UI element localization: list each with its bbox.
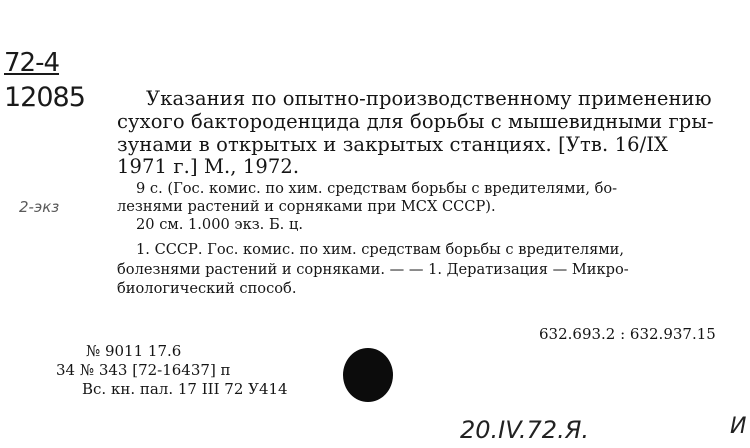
description-line: 9 с. (Гос. комис. по хим. средствам борьбы с вредителями, бо- bbox=[136, 180, 618, 197]
registry-line: 34 № 343 [72-16437] п bbox=[56, 361, 231, 379]
subject-line: биологический способ. bbox=[117, 280, 297, 297]
classification-code: 632.693.2 : 632.937.15 bbox=[539, 325, 716, 343]
edition-line: 20 см. 1.000 экз. Б. ц. bbox=[136, 216, 303, 233]
card-number: № 9011 17.6 bbox=[86, 342, 182, 360]
title-line: Указания по опытно-производственному применению bbox=[146, 87, 712, 110]
handwritten-date: 20.IV.72.Я. bbox=[460, 416, 590, 444]
subject-line: болезнями растений и сорняками. — — 1. Дератизация — Микро- bbox=[117, 261, 629, 278]
corner-mark: И bbox=[730, 414, 747, 439]
title-line: зунами в открытых и закрытых станциях. [Утв. 16/IX bbox=[117, 133, 669, 156]
description-line: лезнями растений и сорняками при МСХ СССР). bbox=[117, 198, 496, 215]
inventory-number: 12085 bbox=[4, 82, 85, 113]
punch-hole bbox=[343, 348, 393, 402]
printing-line: Вс. кн. пал. 17 III 72 У414 bbox=[82, 380, 288, 398]
title-line: 1971 г.] М., 1972. bbox=[117, 155, 300, 178]
grade-mark: 2-экз bbox=[19, 198, 60, 216]
shelf-mark: 72-4 bbox=[4, 48, 60, 78]
subject-line: 1. СССР. Гос. комис. по хим. средствам борьбы с вредителями, bbox=[136, 241, 625, 258]
title-line: сухого бактороденцида для борьбы с мышевидными гры- bbox=[117, 110, 714, 133]
